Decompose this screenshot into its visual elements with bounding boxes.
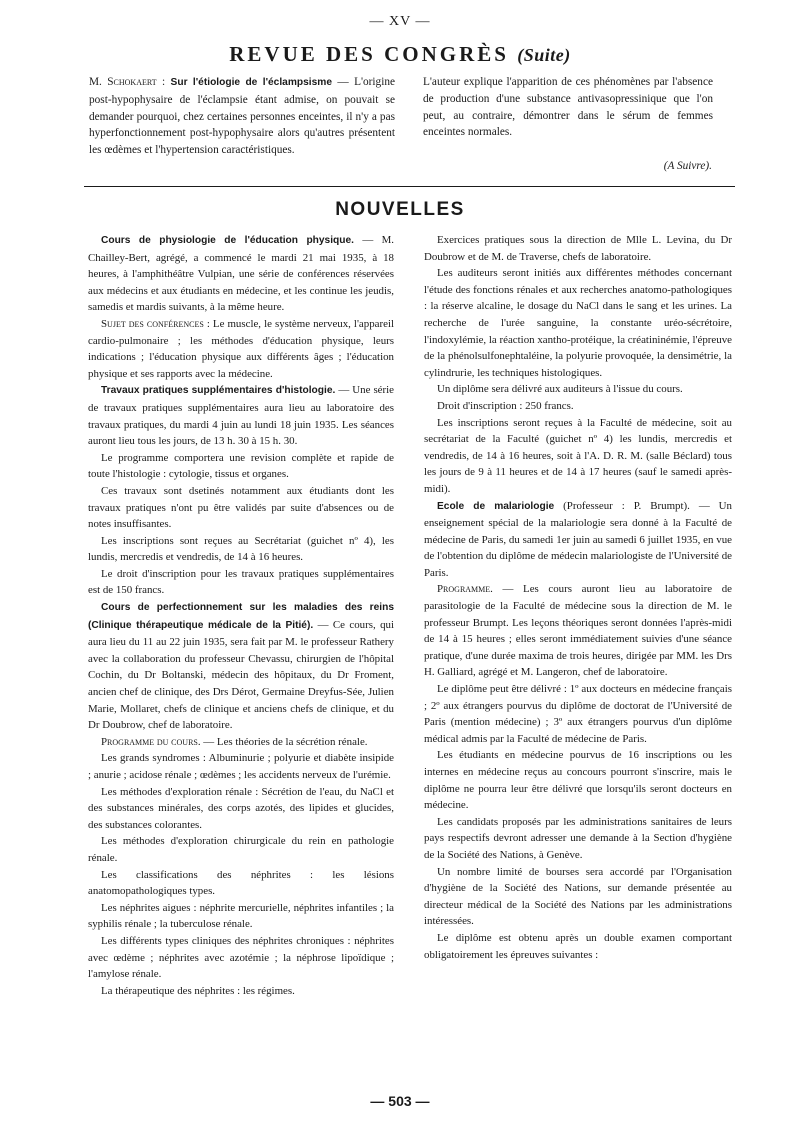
paragraph-text: Ces travaux sont dsetinés notamment aux étudiants dont les travaux pratiques n'ont pu être validés par suite d'absences ou de notes insuffisantes. [88,484,394,531]
paragraph-text: Le droit d'inscription pour les travaux pratiques supplémentaires est de 150 francs. [88,567,394,597]
paragraph [424,415,732,498]
section-divider [84,186,735,187]
paragraph-text: Les inscriptions sont reçues au Secrétariat (guichet nº 4), les lundis, mercredis et vendredis, de 14 à 16 heures. [88,534,394,564]
paragraph [424,398,732,415]
congres-title [0,42,800,67]
paragraph-text: Les néphrites aigues : néphrite mercurielle, néphrites infantiles ; la syphilis rénale ; la tuberculose rénale. [88,901,394,931]
paragraph [88,316,394,382]
paragraph [424,498,732,582]
paragraph-text: Le diplôme est obtenu après un double examen comportant obligatoirement les épreuves suivantes : [424,931,732,961]
congres-left-text [89,74,395,159]
page-number-top: — XV — [369,14,431,29]
paragraph-text: Les méthodes d'exploration rénale : Sécrétion de l'eau, du NaCl et des substances minérales, des corps azotés, des lipides et glucides, des substances colorantes. [88,785,394,831]
paragraph [88,900,394,933]
paragraph [424,864,732,930]
paragraph-text: (Professeur : P. Brumpt). — Un enseignement spécial de la malariologie sera donné à la Faculté de médecine de Paris, du samedi 1er juin au samedi 6 juillet 1935, en vue de l'obtention du diplôme de médecin malariologiste de l'Université de Paris. [424,499,732,579]
paragraph [88,750,394,783]
left-column [88,232,394,999]
congres-author: M. Schokaert : [89,76,166,88]
paragraph-text: — Les théories de la sécrétion rénale. [200,735,368,748]
paragraph [88,784,394,834]
paragraph [424,265,732,381]
paragraph [424,581,732,681]
congres-left-body: — L'origine post-hypophysaire de l'éclampsie étant admise, on pouvait se demander pourquoi, chez certaines personnes enceintes, il n'y a pas hyperfonctionnement post-hypophysaire alors qu'autres présentent les œdèmes et l'hypertension caractéristiques. [89,76,396,157]
paragraph-text: — M. Chailley-Bert, agrégé, a commencé le mardi 21 mai 1935, à 18 heures, à l'amphithéâtre Vulpian, une série de conférences réservées aux médecins et aux étudiants en médecine, et les continue les jeudis, samedis et mardis suivants, à la même heure. [88,234,394,314]
paragraph-text: — Les cours auront lieu au laboratoire de parasitologie de la Faculté de médecine sous la direction de M. le professeur Brumpt. Les leçons théoriques seront données l'après-midi de 14 à 15 heures ; elles seront immédiatement suivies d'une séance pratique, d'une durée maxima de trois heures, dirigée par MM. les Drs H. Galliard, agrégé et M. Langeron, chef de laboratoire. [424,583,732,679]
paragraph-text: Un nombre limité de bourses sera accordé par l'Organisation d'hygiène de la Société des Nations, sur demande présentée au directeur médical de la Société des Nations par les administrations intéressées. [424,865,732,928]
paragraph [88,533,394,566]
paragraph [88,566,394,599]
paragraph-text: Les étudiants en médecine pourvus de 16 inscriptions ou les internes en médecine reçus au concours pourront s'inscrire, mais le diplôme ne pourra leur être délivré que lorsqu'ils seront docteurs en médecine. [424,749,732,812]
paragraph [88,933,394,983]
paragraph [88,382,394,449]
paragraph-lead: Sujet des conférences : [101,317,210,330]
paragraph [88,867,394,900]
paragraph-heading: Ecole de malariologie [437,500,555,512]
paragraph-text: Les inscriptions seront reçues à la Faculté de médecine, soit au secrétariat de la Faculté (guichet nº 4) les lundis, mercredis et vendredis, de 14 à 16 heures, soit à l'A. D. R. M. (salle Béclard) tous les jours de 9 à 11 heures et de 14 à 17 heures (sauf le samedi après-midi). [424,416,732,495]
paragraph [88,599,394,734]
paragraph [88,833,394,866]
paragraph-text: Les grands syndromes : Albuminurie ; polyurie et diabète insipide ; anurie ; acidose rénale ; œdèmes ; les accidents nerveux de l'urémie. [88,752,394,781]
paragraph-text: Les différents types cliniques des néphrites chroniques : néphrites avec œdème ; néphrites avec azotémie ; la néphrose lipoïdique ; l'amylose rénale. [88,934,394,981]
paragraph-heading: Travaux pratiques supplémentaires d'histologie. [101,385,336,397]
nouvelles-title: NOUVELLES [335,199,465,220]
paragraph [424,930,732,963]
paragraph-text: Un diplôme sera délivré aux auditeurs à l'issue du cours. [437,383,683,396]
paragraph-text: Le diplôme peut être délivré : 1º aux docteurs en médecine français ; 2º aux étrangers pourvus du diplôme de doctorat de l'Université de Paris (mention médecine) ; 3º aux étrangers pourvus d'un diplôme médical admis par la Faculté de médecine de Paris. [424,683,732,745]
paragraph-text: Les classifications des néphrites : les lésions anatomopathologiques types. [88,868,394,898]
a-suivre: (A Suivre). [663,160,712,172]
paragraph [424,381,732,398]
paragraph-lead: Programme du cours. [101,735,201,748]
paragraph [424,681,732,747]
paragraph-text: La thérapeutique des néphrites : les régimes. [101,984,295,997]
paragraph [88,232,394,316]
right-column [424,232,732,963]
paragraph-text: Droit d'inscription : 250 francs. [437,399,574,412]
paragraph-text: Le muscle, le système nerveux, l'appareil cardio-pulmonaire ; les méthodes d'éducation physique, leurs indications ; l'éducation physique aux différents âges ; l'éducation physique et ses rapports avec la médecine. [88,317,394,380]
page-number-bottom: — 503 — [370,1093,430,1109]
paragraph [424,232,732,265]
paragraph-heading: Cours de perfectionnement sur les maladies des reins (Clinique thérapeutique médicale de la Pitié). [88,602,394,631]
congres-heading: Sur l'étiologie de l'éclampsisme [170,77,332,88]
congres-title-text: REVUE DES CONGRÈS [229,42,509,66]
paragraph [88,734,394,751]
paragraph-text: Le programme comportera une revision complète et rapide de toute l'histologie : cytologie, tissus et organes. [88,451,394,481]
congres-suite: (Suite) [517,45,571,65]
paragraph [424,814,732,864]
paragraph [88,483,394,533]
paragraph-lead: Programme. [437,583,493,596]
paragraph-text: Les candidats proposés par les administrations sanitaires de leurs pays respectifs devront adresser une demande à la Section d'hygiène de la Société des Nations, à Genève. [424,815,732,861]
congres-right-text: L'auteur explique l'apparition de ces phénomènes par l'absence de production d'une substance antivasopressinique que l'on peut, au contraire, démontrer dans le sérum de femmes enceintes normales. [423,76,713,139]
paragraph-text: Les méthodes d'exploration chirurgicale du rein en pathologie rénale. [88,835,394,864]
paragraph-text: Les auditeurs seront initiés aux différentes méthodes concernant l'étude des fonctions rénales et aux recherches anatomo-pathologiques : la réserve alcaline, le dosage du NaCl dans le sang et les urines. La recherche de l'urée sanguine, la constante uréo-sécrétoire, l'indoxylémie, la réaction xantho-protéique, la créatininémie, l'épreuve de la phénolsulfonephtaléine, la polyurie provoquée, la densimétrie, la cylindrurie, les techniques histologiques. [424,267,732,379]
paragraph [424,747,732,813]
paragraph-text: Exercices pratiques sous la direction de Mlle L. Levina, du Dr Doubrow et de M. de Traverse, chefs de laboratoire. [424,234,732,263]
paragraph [88,450,394,483]
paragraph-text: — Ce cours, qui aura lieu du 11 au 22 juin 1935, sera fait par M. le professeur Rathery avec la collaboration du professeur Chevassu, chirurgien de l'hôpital Cochin, du Dr Boltanski, médecin des hôpitaux, du Dr Froment, ancien chef de clinique, des Drs Dérot, Germaine Dreyfus-Sée, Julien Marie, Mollaret, chefs de clinique et anciens chefs de clinique, et du Dr Doubrow, chef de laboratoire. [88,618,394,732]
paragraph-heading: Cours de physiologie de l'éducation physique. [101,235,354,246]
paragraph [88,983,394,1000]
paragraph-text: — Une série de travaux pratiques supplémentaires aura lieu au laboratoire des travaux pratiques, du mardi 4 juin au lundi 18 juin 1935. Les séances auront lieu tous les jours, de 13 h. 30 à 15 h. 30. [88,384,395,448]
